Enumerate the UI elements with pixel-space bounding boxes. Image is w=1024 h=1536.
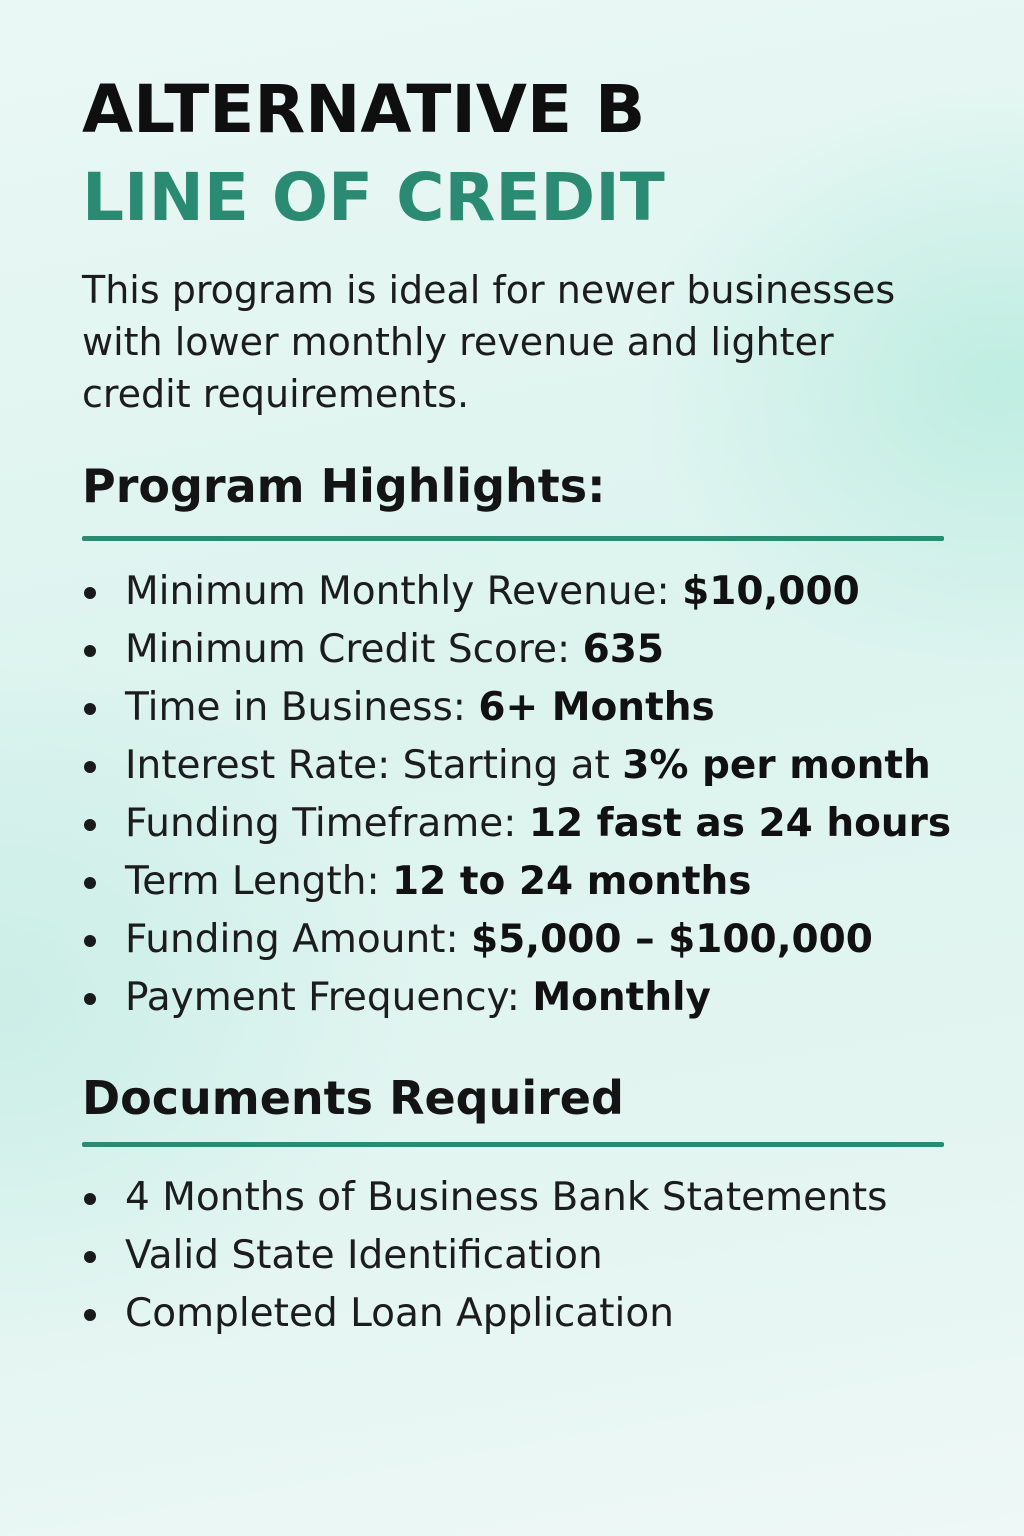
item-value: 6+ Months [478, 685, 715, 730]
list-item-min-credit-score [82, 621, 951, 679]
item-label: Minimum Monthly Revenue: [125, 569, 683, 614]
highlights-list [82, 563, 951, 1027]
item-label: Valid State Identification [125, 1233, 603, 1278]
bullet-icon [84, 761, 96, 773]
bullet-icon [84, 703, 96, 715]
list-item-payment-frequency [82, 969, 951, 1027]
item-value: $5,000 – $100,000 [471, 917, 873, 962]
item-label: Funding Timeframe: [125, 801, 529, 846]
bullet-icon [84, 993, 96, 1005]
list-item-loan-application [82, 1285, 887, 1343]
documents-heading: Documents Required [82, 1071, 624, 1125]
bullet-icon [84, 935, 96, 947]
bullet-icon [84, 819, 96, 831]
item-value: 12 to 24 months [391, 859, 752, 904]
list-item-funding-timeframe [82, 795, 951, 853]
documents-divider [82, 1142, 944, 1147]
list-item-term-length [82, 853, 951, 911]
bullet-icon [84, 1193, 96, 1205]
page-title: ALTERNATIVE B [82, 71, 646, 148]
bullet-icon [84, 1309, 96, 1321]
documents-list [82, 1169, 887, 1343]
item-label: 4 Months of Business Bank Statements [125, 1175, 888, 1220]
highlights-divider [82, 536, 944, 541]
list-item-state-id [82, 1227, 887, 1285]
list-item-time-in-business [82, 679, 951, 737]
list-item-funding-amount [82, 911, 951, 969]
list-item-interest-rate [82, 737, 951, 795]
item-label: Term Length: [125, 859, 392, 904]
item-label: Completed Loan Application [125, 1291, 674, 1336]
page-subtitle: LINE OF CREDIT [82, 159, 665, 236]
item-label: Interest Rate: Starting at [125, 743, 623, 788]
intro-paragraph: This program is ideal for newer businesses with lower monthly revenue and lighter credit requirements. [82, 268, 896, 416]
item-value: Monthly [532, 975, 711, 1020]
list-item-bank-statements [82, 1169, 887, 1227]
bullet-icon [84, 877, 96, 889]
highlights-heading: Program Highlights: [82, 459, 606, 513]
item-label: Funding Amount: [125, 917, 471, 962]
bullet-icon [84, 645, 96, 657]
item-value: 3% per month [622, 743, 931, 788]
bullet-icon [84, 1251, 96, 1263]
item-label: Time in Business: [125, 685, 479, 730]
item-label: Minimum Credit Score: [125, 627, 583, 672]
list-item-min-revenue [82, 563, 951, 621]
bullet-icon [84, 587, 96, 599]
item-value: 635 [582, 627, 665, 672]
item-value: 12 fast as 24 hours [528, 801, 952, 846]
item-label: Payment Frequency: [125, 975, 533, 1020]
item-value: $10,000 [682, 569, 860, 614]
